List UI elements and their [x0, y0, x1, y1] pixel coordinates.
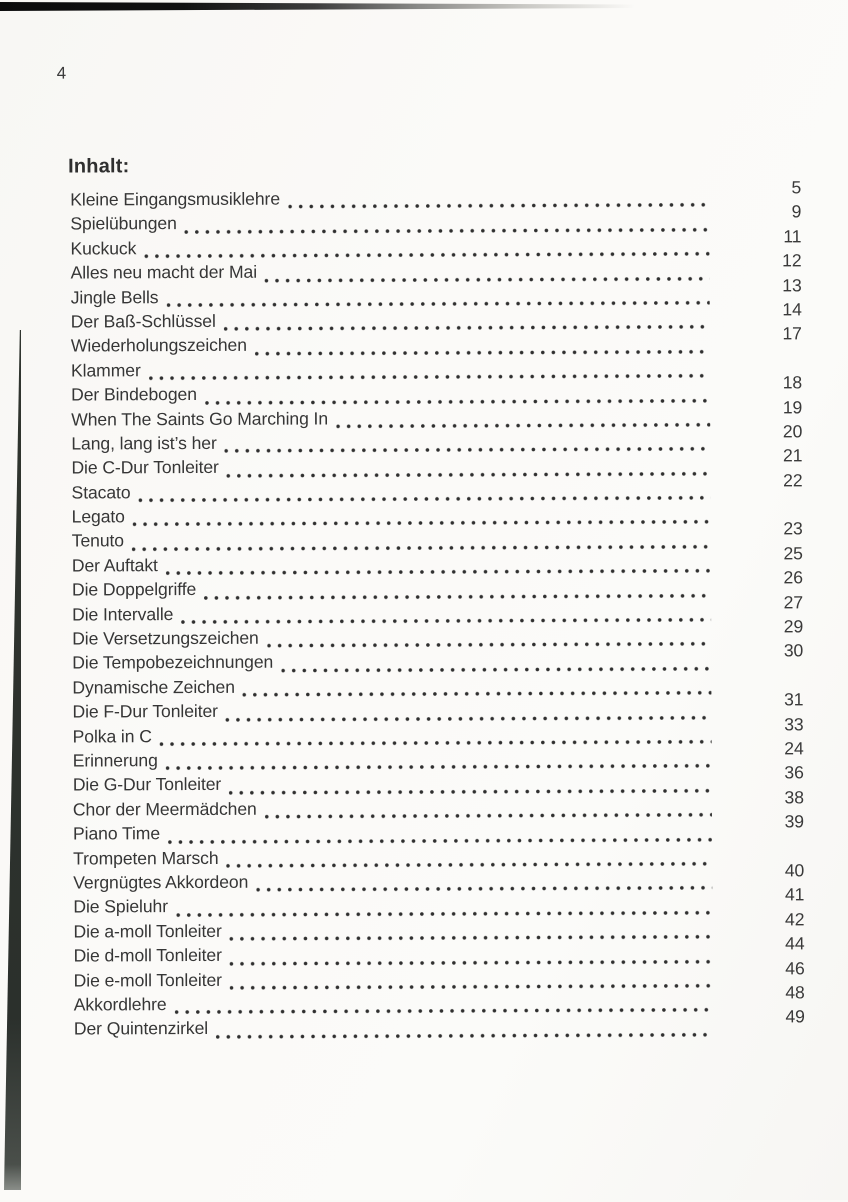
- toc-entry: [72, 552, 803, 580]
- toc-entry-title: Die Spieluhr: [73, 896, 168, 917]
- toc-entry-page: 24: [712, 738, 804, 759]
- toc-entry-title: Spielübungen: [70, 213, 177, 234]
- dot-leader: [230, 959, 713, 965]
- toc-entry-title: Die Versetzungszeichen: [72, 628, 259, 650]
- toc-entry: [73, 772, 804, 800]
- toc-entry-page: 42: [712, 909, 804, 930]
- toc-entry-title: Chor der Meermädchen: [73, 798, 257, 820]
- toc-entry-page: 31: [711, 690, 803, 711]
- dot-leader: [226, 715, 712, 721]
- toc-entry-page: 25: [711, 543, 803, 564]
- toc-entry-title: Akkordlehre: [74, 994, 167, 1015]
- dot-leader: [144, 252, 709, 258]
- toc-entry: [71, 284, 802, 312]
- toc-entry-page: 48: [713, 982, 805, 1003]
- toc-entry: [71, 333, 802, 361]
- toc-entry-title: Wiederholungszeichen: [71, 335, 247, 357]
- toc-entry-page: 9: [709, 202, 801, 223]
- toc-entry-page: 30: [711, 641, 803, 662]
- toc-entry: [72, 699, 803, 727]
- toc-entry-page: 41: [712, 885, 804, 906]
- toc-entry: [71, 479, 802, 507]
- toc-entry-title: Klammer: [71, 360, 141, 381]
- dot-leader: [149, 374, 710, 380]
- dot-leader: [224, 325, 710, 331]
- dot-leader: [229, 789, 712, 795]
- toc-entry: [72, 674, 803, 702]
- page-number: 4: [57, 64, 67, 84]
- dot-leader: [336, 423, 710, 429]
- toc-entry-page: 44: [712, 933, 804, 954]
- dot-leader: [166, 764, 712, 770]
- dot-leader: [166, 569, 711, 575]
- dot-leader: [166, 301, 709, 307]
- toc-entry: [74, 967, 805, 995]
- dot-leader: [230, 984, 713, 990]
- toc-entry: [70, 235, 801, 263]
- toc-entry: [73, 821, 804, 849]
- toc-entry-page: 29: [711, 616, 803, 637]
- toc-entry: [72, 528, 803, 556]
- toc-entry-title: Legato: [72, 506, 125, 527]
- toc-entry-page: 36: [712, 763, 804, 784]
- toc-entry-title: Die Tempobezeichnungen: [72, 652, 273, 674]
- toc-entry-title: Die e-moll Tonleiter: [74, 969, 222, 991]
- toc-entry-page: 23: [711, 519, 803, 540]
- dot-leader: [281, 667, 711, 673]
- toc-entry-title: Kleine Eingangsmusiklehre: [70, 189, 280, 211]
- toc-entry-page: 11: [709, 226, 801, 247]
- dot-leader: [227, 862, 713, 868]
- dot-leader: [255, 349, 710, 355]
- toc-entry: [74, 1016, 805, 1044]
- toc-entry-title: Trompeten Marsch: [73, 847, 218, 869]
- toc-entry: [70, 186, 801, 214]
- toc-entry-title: Der Bindebogen: [71, 384, 197, 406]
- toc-heading: Inhalt:: [68, 155, 129, 178]
- toc-entry: [71, 430, 802, 458]
- toc-entry: [71, 455, 802, 483]
- toc-entry-title: Die G-Dur Tonleiter: [73, 774, 221, 796]
- dot-leader: [256, 886, 712, 892]
- toc-entry-page: 13: [710, 275, 802, 296]
- toc-entry: [71, 308, 802, 336]
- dot-leader: [181, 618, 711, 624]
- dot-leader: [225, 447, 711, 453]
- toc-entry: [73, 747, 804, 775]
- toc-entry-title: Der Quintenzirkel: [74, 1018, 208, 1040]
- toc-entry-page: 38: [712, 787, 804, 808]
- toc-entry-title: When The Saints Go Marching In: [71, 408, 328, 430]
- toc-entry-title: Lang, lang ist’s her: [71, 433, 216, 455]
- toc-entry-page: 22: [710, 470, 802, 491]
- toc-entry-page: 49: [713, 1007, 805, 1028]
- toc-entry: [74, 991, 805, 1019]
- toc-entry-title: Kuckuck: [70, 238, 136, 259]
- toc-entry-title: Stacato: [71, 482, 130, 503]
- toc-entry-title: Jingle Bells: [71, 287, 159, 308]
- dot-leader: [175, 1008, 713, 1014]
- dot-leader: [267, 642, 711, 648]
- dot-leader: [265, 276, 710, 282]
- toc-entry-page: 39: [712, 812, 804, 833]
- toc-entry: [74, 942, 805, 970]
- toc-entry: [72, 625, 803, 653]
- dot-leader: [265, 813, 712, 819]
- toc-entry-title: Die Doppelgriffe: [72, 579, 196, 601]
- toc-entry-page: 26: [711, 568, 803, 589]
- toc-entry-page: 40: [712, 860, 804, 881]
- toc-entry-title: Die Intervalle: [72, 604, 173, 625]
- toc-entry-title: Polka in C: [73, 726, 152, 747]
- toc-entry: [73, 796, 804, 824]
- toc-entry-page: 27: [711, 592, 803, 613]
- dot-leader: [185, 228, 710, 234]
- dot-leader: [230, 935, 713, 941]
- toc-entry: [72, 650, 803, 678]
- toc-entry-title: Piano Time: [73, 823, 160, 844]
- toc-entry-title: Der Auftakt: [72, 555, 158, 576]
- toc-entry: [73, 918, 804, 946]
- toc-entry: [73, 869, 804, 897]
- toc-entry: [73, 723, 804, 751]
- toc-entry-title: Vergnügtes Akkordeon: [73, 872, 248, 894]
- toc-entry: [71, 260, 802, 288]
- toc-entry-page: 12: [709, 251, 801, 272]
- toc-entry: [73, 894, 804, 922]
- toc-entry: [72, 601, 803, 629]
- toc-entry-title: Die F-Dur Tonleiter: [72, 701, 218, 723]
- toc-entry: [73, 845, 804, 873]
- toc-entry-title: Die a-moll Tonleiter: [73, 921, 221, 943]
- dot-leader: [132, 545, 711, 552]
- toc-entry-title: Die d-moll Tonleiter: [74, 945, 222, 967]
- toc-entry-page: 20: [710, 421, 802, 442]
- dot-leader: [176, 910, 712, 916]
- toc-entry-page: 21: [710, 446, 802, 467]
- toc-entry-page: 17: [710, 324, 802, 345]
- toc-entry: [71, 357, 802, 385]
- toc-entry-page: 33: [712, 714, 804, 735]
- toc-entry-title: Erinnerung: [73, 750, 158, 771]
- toc-entry-title: Der Baß-Schlüssel: [71, 311, 216, 333]
- toc-entry-page: 46: [713, 958, 805, 979]
- toc-entry: [71, 381, 802, 409]
- table-of-contents: [70, 186, 805, 1043]
- toc-entry-page: 18: [710, 372, 802, 393]
- toc-entry-page: 19: [710, 397, 802, 418]
- toc-entry-title: Alles neu macht der Mai: [71, 262, 258, 284]
- toc-entry-title: Die C-Dur Tonleiter: [71, 457, 218, 479]
- dot-leader: [216, 1032, 713, 1038]
- dot-leader: [227, 471, 711, 477]
- dot-leader: [288, 203, 709, 209]
- dot-leader: [243, 691, 712, 697]
- toc-entry: [70, 211, 801, 239]
- dot-leader: [204, 593, 711, 599]
- dot-leader: [205, 398, 710, 404]
- toc-entry: [72, 577, 803, 605]
- dot-leader: [139, 496, 711, 502]
- toc-entry-page: 5: [709, 177, 801, 198]
- dot-leader: [160, 740, 712, 746]
- toc-entry-page: 14: [710, 299, 802, 320]
- toc-entry-title: Tenuto: [72, 531, 124, 552]
- toc-entry: [72, 503, 803, 531]
- toc-entry-title: Dynamische Zeichen: [72, 677, 235, 699]
- dot-leader: [133, 520, 711, 527]
- dot-leader: [168, 837, 712, 843]
- toc-entry: [71, 406, 802, 434]
